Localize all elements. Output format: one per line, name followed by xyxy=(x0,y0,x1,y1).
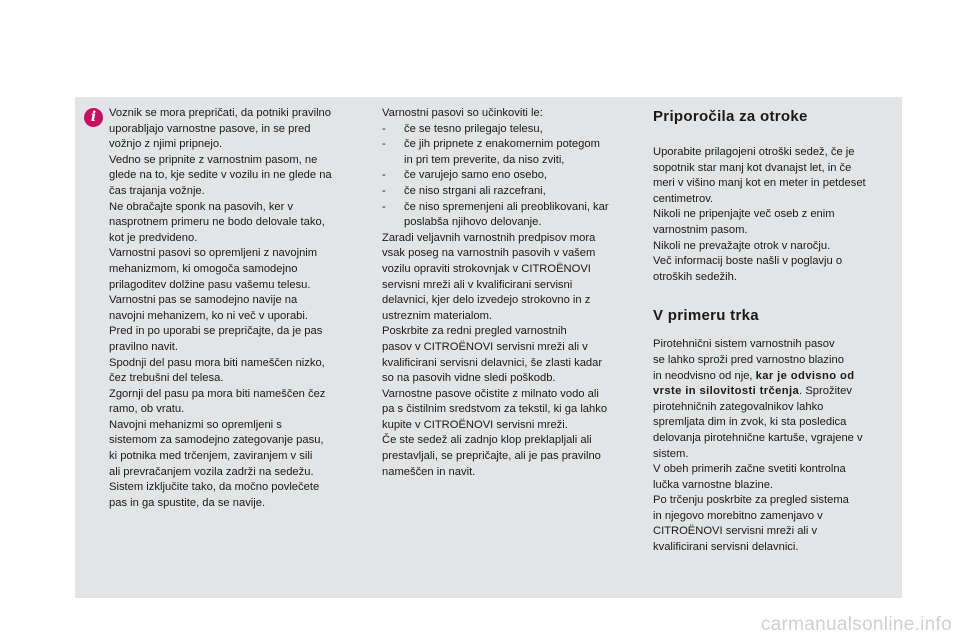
list-dash: - xyxy=(382,169,386,182)
text-line: glede na to, kje sedite v vozilu in ne glede na xyxy=(109,169,332,182)
text-line: Navojni mehanizmi so opremljeni s xyxy=(109,418,282,431)
text-line: vožnjo z njimi pripnejo. xyxy=(109,138,223,151)
list-item xyxy=(382,200,632,231)
text-line: ali prevračanjem vozila zadrži na sedežu. xyxy=(109,465,314,478)
text-line: prilagoditev dolžine pasu vašemu telesu. xyxy=(109,278,311,291)
text-line: Uporabite prilagojeni otroški sedež, če je xyxy=(653,146,855,158)
text-line: Spodnji del pasu mora biti nameščen nizko, xyxy=(109,356,325,369)
list-item xyxy=(382,184,632,200)
text-line: uporabljajo varnostne pasove, in se pred xyxy=(109,122,311,135)
text-line: če varujejo samo eno osebo, xyxy=(404,169,548,182)
text-line: sistemom za samodejno zategovanje pasu, xyxy=(109,434,324,447)
text-line: poslabša njihovo delovanje. xyxy=(404,216,542,229)
bold-text: kar je odvisno od xyxy=(755,369,855,382)
text-line: čas trajanja vožnje. xyxy=(109,184,205,197)
text-line: spremljata dim in zvok, ki sta posledica xyxy=(653,416,847,429)
text-line: kvalificirani servisni delavnici, še zlasti kadar xyxy=(382,356,603,369)
text-line: ustreznim materialom. xyxy=(382,309,493,322)
text-line: V obeh primerih začne svetiti kontrolna xyxy=(653,463,846,476)
text-line: Po trčenju poskrbite za pregled sistema xyxy=(653,494,849,507)
bold-text: vrste in silovitosti trčenja xyxy=(653,385,800,398)
text-line: centimetrov. xyxy=(653,192,714,205)
text-line: Če ste sedež ali zadnjo klop preklapljali ali xyxy=(382,434,592,447)
text-line: sopotnik star manj kot dvanajst let, in če xyxy=(653,161,852,174)
text-line: kot je predvideno. xyxy=(109,231,198,244)
text-line: otroških sedežih. xyxy=(653,270,737,283)
text-line: meri v višino manj kot en meter in petdeset xyxy=(653,177,866,190)
text-line: varnostnim pasom. xyxy=(653,223,748,236)
text-line: kvalificirani servisni delavnici. xyxy=(653,541,799,554)
list-dash: - xyxy=(382,184,386,197)
text-line: pasov v CITROËNOVI servisni mreži ali v xyxy=(382,340,588,353)
text-line: sistem. xyxy=(653,447,689,460)
list-dash: - xyxy=(382,122,386,135)
text-line: Zaradi veljavnih varnostnih predpisov mora xyxy=(382,231,596,244)
text-line: Nikoli ne prevažajte otrok v naročju. xyxy=(653,239,831,252)
text-line: Varnostni pas se samodejno navije na xyxy=(109,294,298,307)
text-line: če niso strgani ali razcefrani, xyxy=(404,184,546,197)
text-line: delavnici, kjer delo izvedejo strokovno in z xyxy=(382,294,591,307)
text-line: ki potnika med trčenjem, zaviranjem v sili xyxy=(109,450,313,463)
text-line: kupite v CITROËNOVI servisni mreži. xyxy=(382,418,568,431)
text-line: pa s čistilnim sredstvom za tekstil, ki ga lahko xyxy=(382,403,608,416)
text-line: Vedno se pripnite z varnostnim pasom, ne xyxy=(109,153,318,166)
text-line: Voznik se mora prepričati, da potniki pravilno xyxy=(109,107,331,119)
text-line: čez trebušni del telesa. xyxy=(109,372,224,385)
text-line: Zgornji del pasu pa mora biti nameščen čez xyxy=(109,387,326,400)
section-heading-collision: V primeru trka xyxy=(653,307,759,325)
text-line: nameščen in navit. xyxy=(382,465,476,478)
text-line: servisni mreži ali v kvalificirani servisni xyxy=(382,278,573,291)
text-line: Varnostni pasovi so opremljeni z navojnim xyxy=(109,247,318,260)
text-line: Več informacij boste našli v poglavju o xyxy=(653,255,843,268)
text-line: Varnostni pasovi so učinkoviti le: xyxy=(382,107,543,119)
text-line: in pri tem preverite, da niso zviti, xyxy=(404,153,565,166)
text-line: CITROËNOVI servisni mreži ali v xyxy=(653,525,818,538)
text-line: so na pasovih vidne sledi poškodb. xyxy=(382,372,556,385)
column-left xyxy=(109,106,359,511)
text-line: Pred in po uporabi se prepričajte, da je pas xyxy=(109,325,323,338)
section-heading-children: Priporočila za otroke xyxy=(653,108,808,125)
text-line: pirotehničnih zategovalnikov lahko xyxy=(653,400,824,413)
text-line: pravilno navit. xyxy=(109,340,179,353)
text-line: lučka varnostne blazine. xyxy=(653,478,774,491)
list-item xyxy=(382,122,632,138)
text-line: in neodvisno od nje, kar je odvisno od xyxy=(653,369,855,382)
text-line: in njegovo morebitno zamenjavo v xyxy=(653,509,823,522)
text-line: navojni mehanizem, ko ni več v uporabi. xyxy=(109,309,308,322)
text-line: vsak poseg na varnostnih pasovih v vašem xyxy=(382,247,596,260)
text-line: če niso spremenjeni ali preoblikovani, kar xyxy=(404,200,609,213)
text-line: delovanja pirotehnične kartuše, vgrajene v xyxy=(653,431,863,444)
list-item xyxy=(382,168,632,184)
watermark: carmanualsonline.info xyxy=(760,614,952,635)
text-line: Sistem izključite tako, da močno povlečete xyxy=(109,481,320,494)
text-line: če se tesno prilegajo telesu, xyxy=(404,122,543,135)
text-line: se lahko sproži pred varnostno blazino xyxy=(653,353,844,366)
text-line: Ne obračajte sponk na pasovih, ker v xyxy=(109,200,294,213)
text-line: mehanizmom, ki omogoča samodejno xyxy=(109,262,298,275)
text-line: Varnostne pasove očistite z milnato vodo ali xyxy=(382,387,599,400)
text-line: nasprotnem primeru ne bodo delovale tako, xyxy=(109,216,325,229)
info-icon: i xyxy=(84,108,103,127)
text-line: ramo, ob vratu. xyxy=(109,403,185,416)
column-right xyxy=(653,106,893,556)
text-line: vozilu opraviti strokovnjak v CITROËNOVI xyxy=(382,262,591,275)
text-line: če jih pripnete z enakomernim potegom xyxy=(404,138,600,151)
list-item xyxy=(382,137,632,168)
text-line: Pirotehnični sistem varnostnih pasov xyxy=(653,338,835,351)
text-line: vrste in silovitosti trčenja. Sprožitev xyxy=(653,385,852,398)
text-line: Nikoli ne pripenjajte več oseb z enim xyxy=(653,208,835,221)
list-dash: - xyxy=(382,200,386,213)
text-line: pas in ga spustite, da se navije. xyxy=(109,496,266,509)
column-middle xyxy=(382,106,632,480)
text-line: prestavljali, se prepričajte, ali je pas pravilno xyxy=(382,450,601,463)
text-line: Poskrbite za redni pregled varnostnih xyxy=(382,325,567,338)
list-dash: - xyxy=(382,138,386,151)
